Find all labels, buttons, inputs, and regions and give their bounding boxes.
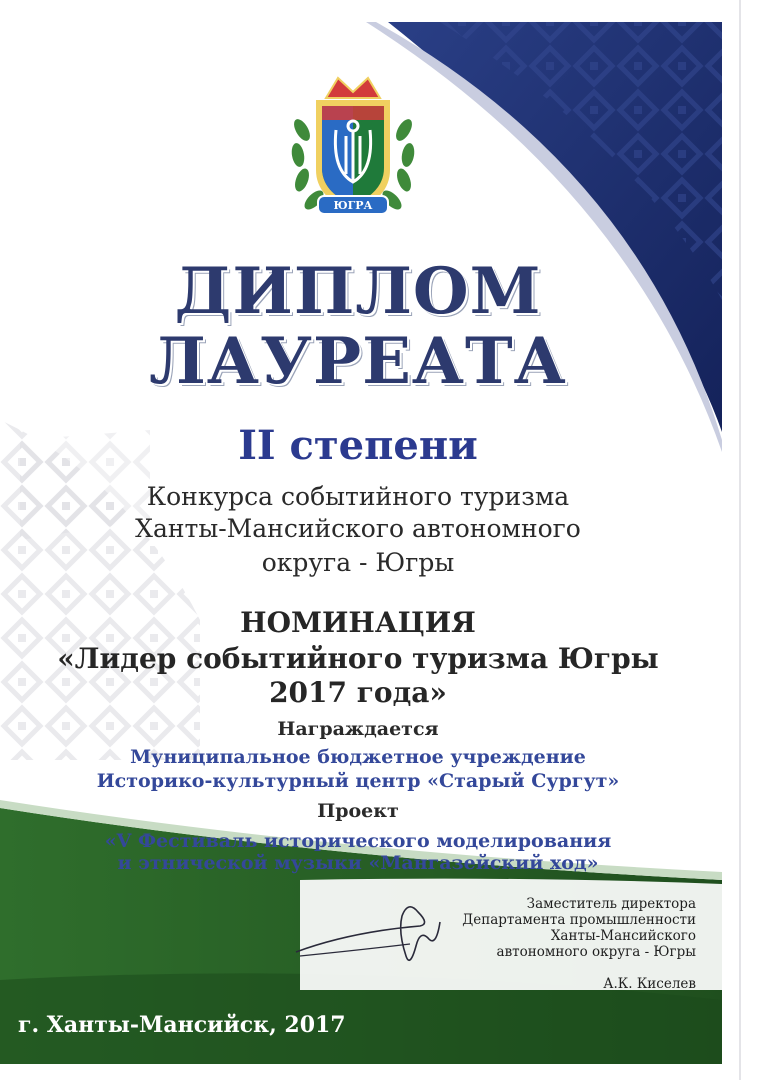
nomination-line-1: «Лидер событийного туризма Югры	[57, 642, 659, 675]
signatory-name: А.К. Киселев	[603, 976, 696, 992]
contest-line-3: округа - Югры	[261, 548, 455, 577]
awarded-line-2: Историко-культурный центр «Старый Сургут»	[96, 770, 620, 792]
signature	[290, 892, 460, 982]
emblem-ribbon-text: ЮГРА	[333, 199, 373, 212]
footer-city-year: г. Ханты-Мансийск, 2017	[18, 1012, 346, 1038]
contest-line-2: Ханты-Мансийского автономного	[135, 514, 581, 543]
signatory-line-3: Ханты-Мансийского	[550, 928, 696, 944]
crown-icon	[326, 78, 380, 98]
degree: II степени	[238, 422, 478, 469]
nomination-heading: НОМИНАЦИЯ	[240, 606, 476, 639]
awarded-line-1: Муниципальное бюджетное учреждение	[130, 746, 586, 768]
nomination-line-2: 2017 года»	[269, 676, 447, 709]
title-line-1: ДИПЛОМ	[174, 254, 542, 329]
emblem-coat-of-arms	[288, 70, 418, 230]
signatory-line-1: Заместитель директора	[526, 896, 696, 912]
project-line-1: «V Фестиваль исторического моделирования	[104, 830, 612, 852]
project-line-2: и этнической музыки «Мангазейский ход»	[117, 852, 599, 874]
project-label: Проект	[317, 800, 399, 822]
signatory-line-4: автономного округа - Югры	[496, 944, 696, 960]
signatory-line-2: Департамента промышленности	[462, 912, 696, 928]
awarded-label: Награждается	[277, 718, 439, 740]
title-line-2: ЛАУРЕАТА	[149, 324, 567, 399]
contest-line-1: Конкурса событийного туризма	[146, 482, 570, 511]
